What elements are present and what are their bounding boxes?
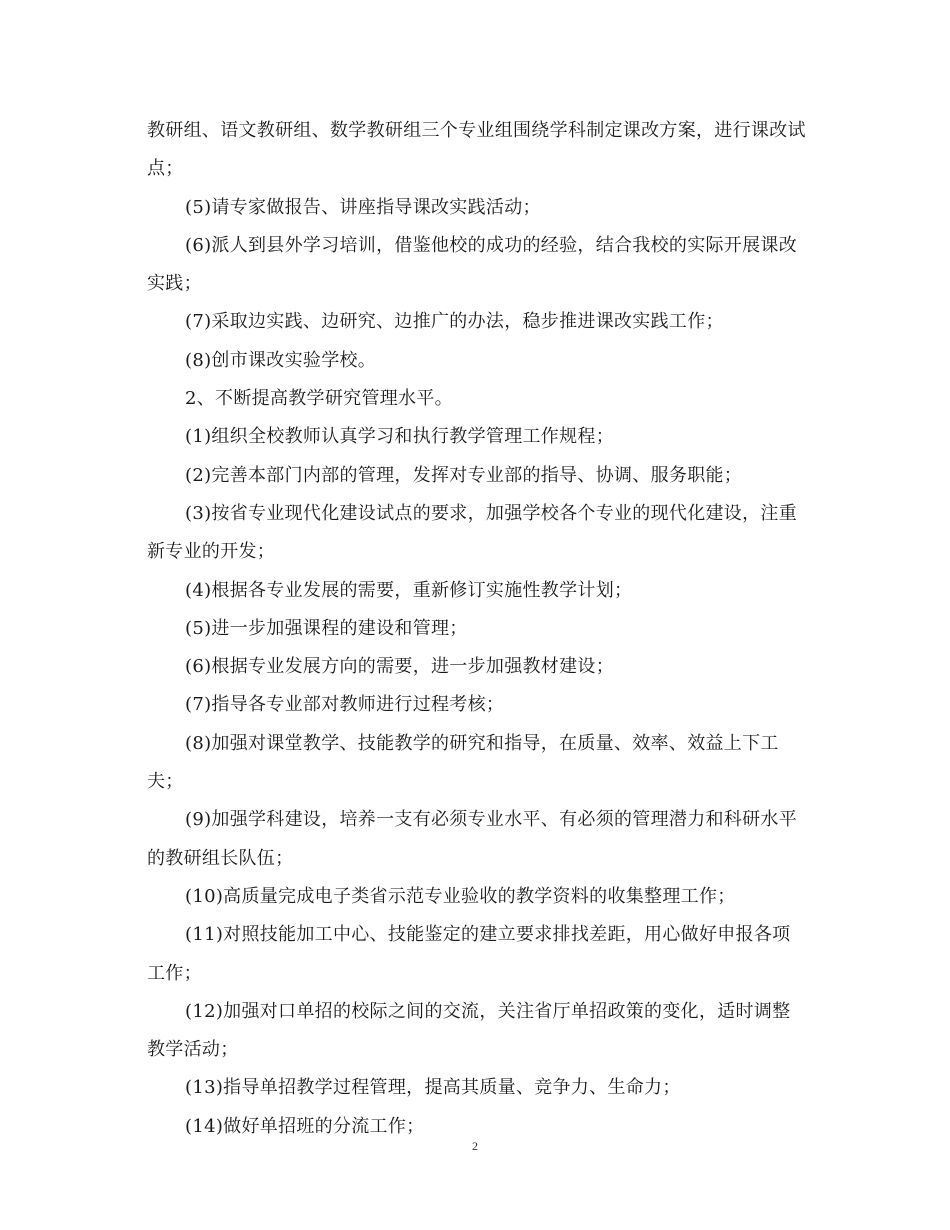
paragraph-item-5-experts: (5)请专家做报告、讲座指导课改实践活动； xyxy=(185,196,541,218)
page-number: 2 xyxy=(472,1139,478,1153)
paragraph-item-5: (5)进一步加强课程的建设和管理； xyxy=(185,617,468,639)
paragraph-item-6-training: (6)派人到县外学习培训，借鉴他校的成功的经验，结合我校的实际开展课改实践； xyxy=(147,234,797,295)
paragraph-item-9: (9)加强学科建设，培养一支有必须专业水平、有必须的管理潜力和科研水平的教研组长队伍； xyxy=(147,809,797,869)
paragraph-item-10: (10)高质量完成电子类省示范专业验收的教学资料的收集整理工作； xyxy=(185,885,736,907)
paragraph-item-7: (7)指导各专业部对教师进行过程考核； xyxy=(185,694,505,716)
paragraph-item-3: (3)按省专业现代化建设试点的要求，加强学校各个专业的现代化建设，注重新专业的开发； xyxy=(147,502,797,563)
paragraph-item-12: (12)加强对口单招的校际之间的交流，关注省厅单招政策的变化，适时调整教学活动； xyxy=(147,1000,791,1061)
paragraph-continuation: 教研组、语文教研组、数学教研组三个专业组围绕学科制定课改方案，进行课改试点； xyxy=(147,120,806,180)
paragraph-item-11: (11)对照技能加工中心、技能鉴定的建立要求排找差距，用心做好申报各项工作； xyxy=(147,924,791,984)
paragraph-item-13: (13)指导单招教学过程管理，提高其质量、竞争力、生命力； xyxy=(185,1077,681,1099)
paragraph-item-7-practice: (7)采取边实践、边研究、边推广的办法，稳步推进课改实践工作； xyxy=(185,311,724,333)
document-body xyxy=(147,112,807,1146)
paragraph-item-14: (14)做好单招班的分流工作； xyxy=(185,1115,425,1137)
paragraph-item-4: (4)根据各专业发展的需要，重新修订实施性教学计划； xyxy=(185,579,633,601)
section-heading-2: 2、不断提高教学研究管理水平。 xyxy=(185,388,453,410)
paragraph-item-2: (2)完善本部门内部的管理，发挥对专业部的指导、协调、服务职能； xyxy=(185,464,743,486)
paragraph-item-8: (8)加强对课堂教学、技能教学的研究和指导，在质量、效率、效益上下工夫； xyxy=(147,732,779,793)
paragraph-item-1: (1)组织全校教师认真学习和执行教学管理工作规程； xyxy=(185,426,614,448)
paragraph-item-8-school: (8)创市课改实验学校。 xyxy=(185,349,377,371)
paragraph-item-6: (6)根据专业发展方向的需要，进一步加强教材建设； xyxy=(185,656,614,678)
